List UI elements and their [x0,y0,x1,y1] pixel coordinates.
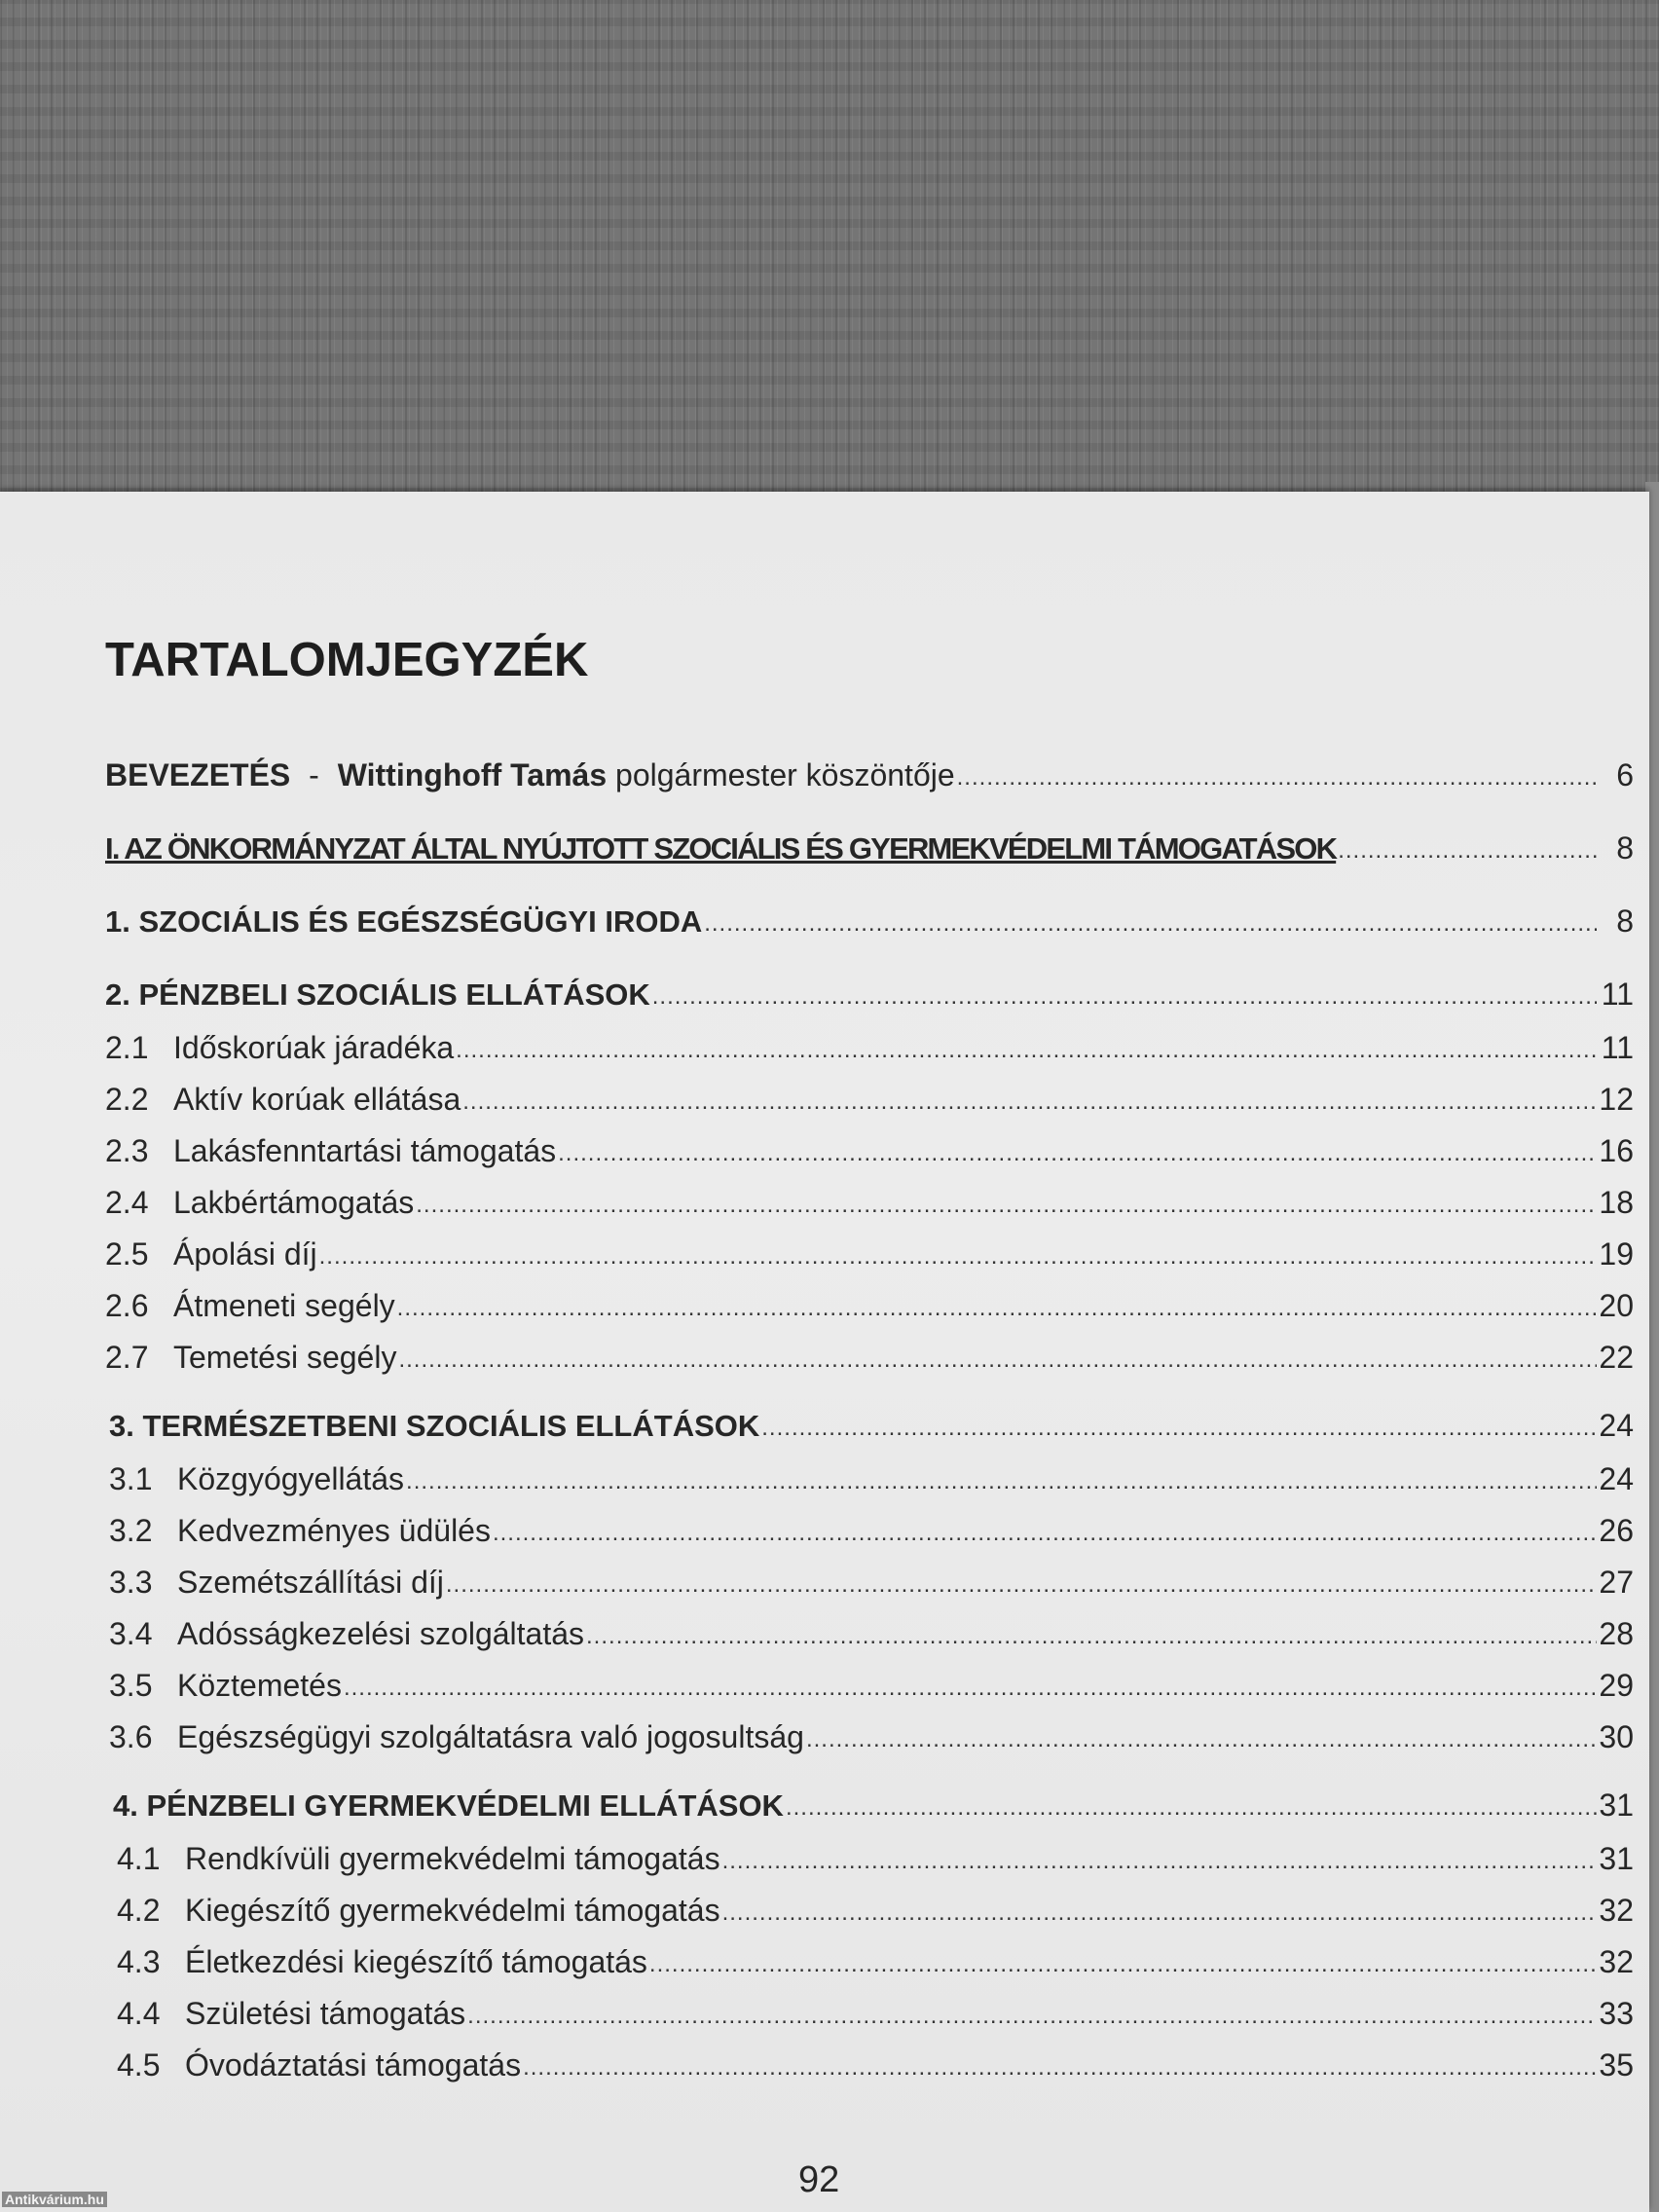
toc-item-row [109,1665,1634,1708]
dot-leader [761,1405,1597,1436]
dot-leader [456,1027,1597,1058]
toc-item-label: Adósságkezelési szolgáltatás [177,1616,585,1651]
toc-page-number: 32 [1599,1944,1634,1979]
toc-item-number: 3.3 [109,1565,153,1600]
toc-item-row [109,1562,1634,1604]
intro-heading: BEVEZETÉS [105,757,291,793]
dot-leader [462,1079,1597,1110]
toc-page-number: 22 [1599,1340,1634,1375]
toc-page-number: 26 [1599,1513,1634,1548]
toc-item-label: Szemétszállítási díj [177,1565,444,1600]
toc-item-number: 2.3 [105,1133,149,1168]
toc-item-label: Időskorúak járadéka [173,1030,455,1065]
toc-page-number: 11 [1601,977,1634,1012]
toc-page-number: 12 [1599,1082,1634,1117]
dot-leader [652,974,1597,1005]
dot-leader [406,1458,1597,1490]
toc-page-number: 24 [1599,1461,1634,1496]
toc-item-row [105,1285,1634,1328]
toc-page-number: 6 [1616,757,1634,793]
toc-part-row [105,828,1634,870]
dot-leader [786,1785,1597,1816]
toc-page-number: 27 [1599,1565,1634,1600]
dot-leader [586,1613,1597,1644]
toc-item-row [117,1941,1634,1984]
dot-leader [649,1941,1597,1972]
toc-section-row [105,974,1634,1016]
toc-page-number: 31 [1599,1788,1634,1823]
toc-item-label: Születési támogatás [185,1996,466,2031]
toc-section-label: 1. SZOCIÁLIS ÉS EGÉSZSÉGÜGYI IRODA [105,904,703,939]
watermark: Antikvárium.hu [2,2192,107,2207]
toc-item-row [105,1234,1634,1276]
toc-item-number: 2.2 [105,1082,149,1117]
cover-background [0,0,1659,497]
dot-leader [344,1665,1597,1696]
dot-leader [806,1716,1597,1748]
toc-item-number: 3.4 [109,1616,153,1651]
toc-page-number: 11 [1601,1030,1634,1065]
dot-leader [467,1993,1597,2024]
toc-item-number: 2.7 [105,1340,149,1375]
toc-page-number: 33 [1599,1996,1634,2031]
toc-item-row [105,1027,1634,1070]
toc-item-number: 3.1 [109,1461,153,1496]
toc-page-number: 28 [1599,1616,1634,1651]
toc-item-row [117,1890,1634,1933]
dot-leader [446,1562,1597,1593]
toc-item-number: 4.2 [117,1893,161,1928]
toc-intro-label [105,757,955,793]
toc-item-row [117,1993,1634,2036]
toc-item-label: Rendkívüli gyermekvédelmi támogatás [185,1841,720,1876]
toc-page-number: 29 [1599,1668,1634,1703]
toc-part-label: I. AZ ÖNKORMÁNYZAT ÁLTAL NYÚJTOTT SZOCIÁLIS ÉS GYERMEKVÉDELMI TÁMOGATÁSOK [105,831,1337,866]
dot-leader [1338,828,1597,859]
toc-item-label: Ápolási díj [173,1236,317,1272]
dot-leader [722,1838,1597,1869]
toc-item-label: Lakásfenntartási támogatás [173,1133,557,1168]
toc-section-label: 4. PÉNZBELI GYERMEKVÉDELMI ELLÁTÁSOK [113,1788,784,1823]
intro-text: polgármester köszöntője [615,757,955,793]
dot-leader [319,1234,1597,1265]
toc-title: TARTALOMJEGYZÉK [105,634,589,686]
toc-item-row [109,1613,1634,1656]
toc-section-label: 3. TERMÉSZETBENI SZOCIÁLIS ELLÁTÁSOK [109,1409,760,1443]
toc-item-label: Életkezdési kiegészítő támogatás [185,1944,647,1979]
toc-item-number: 4.4 [117,1996,161,2031]
toc-page-number: 31 [1599,1841,1634,1876]
toc-page-number: 32 [1599,1893,1634,1928]
dot-leader [957,755,1597,786]
toc-item-label: Közgyógyellátás [177,1461,405,1496]
dot-leader [398,1337,1597,1368]
toc-item-label: Temetési segély [173,1340,397,1375]
toc-page-number: 18 [1599,1185,1634,1220]
toc-item-number: 2.1 [105,1030,149,1065]
dot-leader [416,1182,1597,1213]
toc-item-number: 2.4 [105,1185,149,1220]
toc-section-row [109,1405,1634,1448]
toc-item-number: 4.5 [117,2047,161,2083]
toc-page-number: 19 [1599,1236,1634,1272]
toc-item-row [105,1130,1634,1173]
toc-item-number: 4.3 [117,1944,161,1979]
toc-item-number: 3.2 [109,1513,153,1548]
toc-item-row [105,1079,1634,1122]
toc-item-row [109,1458,1634,1501]
toc-item-number: 3.5 [109,1668,153,1703]
toc-item-label: Köztemetés [177,1668,342,1703]
toc-item-number: 2.5 [105,1236,149,1272]
dot-leader [523,2045,1597,2076]
intro-separator: - [309,757,319,793]
toc-page-number: 16 [1599,1133,1634,1168]
toc-item-label: Átmeneti segély [173,1288,395,1323]
toc-item-number: 3.6 [109,1719,153,1754]
toc-item-row [117,2045,1634,2087]
toc-section-row [105,901,1634,943]
dot-leader [558,1130,1597,1161]
toc-page-number: 30 [1599,1719,1634,1754]
toc-item-row [109,1716,1634,1759]
toc-item-row [105,1182,1634,1225]
toc-item-label: Egészségügyi szolgáltatásra való jogosultság [177,1719,804,1754]
toc-item-row [105,1337,1634,1380]
toc-item-label: Aktív korúak ellátása [173,1082,461,1117]
toc-item-row [117,1838,1634,1881]
toc-page-number: 24 [1599,1408,1634,1443]
toc-section-row [113,1785,1634,1827]
dot-leader [493,1510,1597,1541]
dot-leader [722,1890,1597,1921]
dot-leader [704,901,1597,932]
toc-item-label: Óvodáztatási támogatás [185,2047,522,2083]
toc-item-label: Kiegészítő gyermekvédelmi támogatás [185,1893,720,1928]
toc-item-number: 4.1 [117,1841,161,1876]
intro-author: Wittinghoff Tamás [337,757,608,793]
toc-page-number: 8 [1616,830,1634,866]
toc-item-label: Kedvezményes üdülés [177,1513,491,1548]
toc-intro-row [105,755,1634,797]
toc-section-label: 2. PÉNZBELI SZOCIÁLIS ELLÁTÁSOK [105,977,650,1012]
toc-page-number: 8 [1616,903,1634,939]
toc-page-number: 35 [1599,2047,1634,2083]
dot-leader [397,1285,1597,1316]
toc-item-row [109,1510,1634,1553]
toc-item-number: 2.6 [105,1288,149,1323]
toc-item-label: Lakbértámogatás [173,1185,415,1220]
toc-page-number: 20 [1599,1288,1634,1323]
page-number: 92 [798,2159,840,2200]
